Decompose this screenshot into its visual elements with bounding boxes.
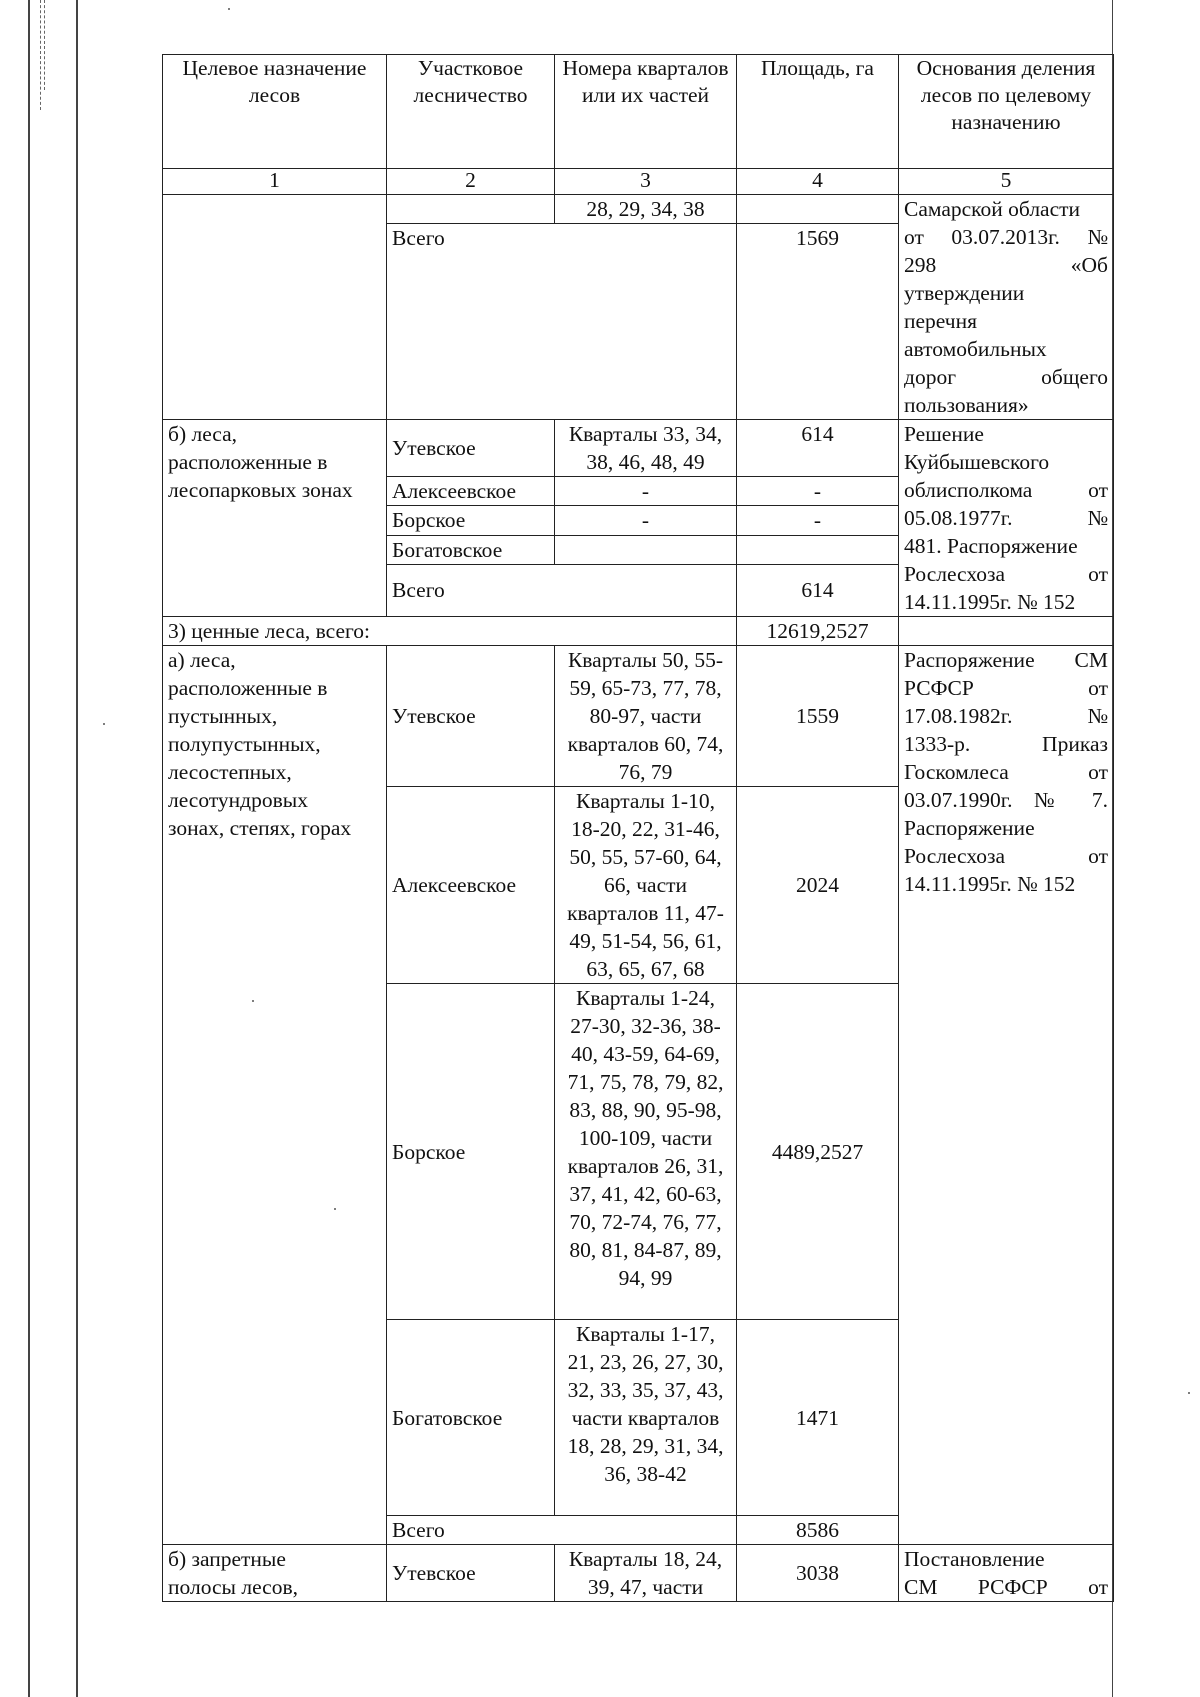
purpose-line: расположенные в <box>168 450 328 474</box>
table-row <box>163 1545 1114 1602</box>
scan-speck <box>1188 1392 1190 1394</box>
column-number: 1 <box>163 169 387 195</box>
header-basis: Основания деления лесов по целевому назначению <box>899 55 1114 169</box>
quarters-cell: Кварталы 18, 24, 39, 47, части <box>555 1545 737 1602</box>
purpose-cell <box>163 646 387 1545</box>
area-cell <box>737 535 899 564</box>
basis-line: 14.11.1995г. № 152 <box>904 872 1076 896</box>
total-label: Всего <box>387 1516 737 1545</box>
group-total-area: 12619,2527 <box>737 617 899 646</box>
total-label: Всего <box>387 564 737 616</box>
purpose-cell <box>163 1545 387 1602</box>
basis-cell <box>899 1545 1114 1602</box>
basis-line: автомобильных <box>904 337 1047 361</box>
basis-line: Куйбышевского <box>904 450 1050 474</box>
purpose-line: лесотундровых <box>168 788 308 812</box>
column-numbers-row <box>163 169 1114 195</box>
basis-line: дорог общего <box>904 365 1108 389</box>
area-cell-empty <box>737 195 899 224</box>
purpose-cell <box>163 420 387 617</box>
area-cell: 2024 <box>737 787 899 984</box>
quarters-cell: Кварталы 1-24, 27-30, 32-36, 38-40, 43-59, 64-69, 71, 75, 78, 79, 82, 83, 88, 90, 95-98, 100-109, части кварталов 26, 31, 37, 41, 42, 60-63, 70, 72-74, 76, 77, 80, 81, 84-87, 89, 94, 99 <box>555 984 737 1320</box>
purpose-line: зонах, степях, горах <box>168 816 352 840</box>
quarters-cell: - <box>555 477 737 506</box>
area-cell: 1559 <box>737 646 899 787</box>
basis-line: Самарской области <box>904 197 1081 221</box>
group-total-label: 3) ценные леса, всего: <box>163 617 737 646</box>
basis-line: СМ РСФСР от <box>904 1575 1108 1599</box>
column-number: 4 <box>737 169 899 195</box>
group-total-basis-empty <box>899 617 1114 646</box>
quarters-cell: - <box>555 506 737 535</box>
column-number: 2 <box>387 169 555 195</box>
basis-line: 481. Распоряжение <box>904 534 1078 558</box>
header-quarters: Номера кварталов или их частей <box>555 55 737 169</box>
area-cell: 1471 <box>737 1320 899 1516</box>
area-cell: - <box>737 506 899 535</box>
forestry-cell: Утевское <box>387 1545 555 1602</box>
scan-speck <box>228 8 230 10</box>
basis-line: утверждении <box>904 281 1025 305</box>
basis-line: 03.07.1990г. № 7. <box>904 788 1108 812</box>
scan-dash-left-2 <box>44 0 45 90</box>
scan-border-left-2 <box>76 0 78 1697</box>
purpose-line: а) леса, <box>168 648 236 672</box>
basis-line: Рослесхоза от <box>904 562 1108 586</box>
purpose-line: полосы лесов, <box>168 1575 298 1599</box>
quarters-cell: 28, 29, 34, 38 <box>555 195 737 224</box>
column-number: 3 <box>555 169 737 195</box>
quarters-cell: Кварталы 50, 55-59, 65-73, 77, 78, 80-97, части кварталов 60, 74, 76, 79 <box>555 646 737 787</box>
basis-line: от 03.07.2013г. № <box>904 225 1108 249</box>
quarters-cell: Кварталы 1-17, 21, 23, 26, 27, 30, 32, 33, 35, 37, 43, части кварталов 18, 28, 29, 31, 34, 36, 38-42 <box>555 1320 737 1516</box>
purpose-line: расположенные в <box>168 676 328 700</box>
purpose-line: пустынных, <box>168 704 278 728</box>
basis-line: 17.08.1982г. № <box>904 704 1108 728</box>
purpose-line: б) леса, <box>168 422 238 446</box>
basis-line: Постановление <box>904 1547 1045 1571</box>
basis-line: пользования» <box>904 393 1029 417</box>
table-row-group-total <box>163 617 1114 646</box>
basis-line: РСФСР от <box>904 676 1108 700</box>
basis-line: Решение <box>904 422 984 446</box>
basis-line: 05.08.1977г. № <box>904 506 1108 530</box>
table-row <box>163 420 1114 477</box>
basis-line: 1333-р. Приказ <box>904 732 1108 756</box>
forestry-cell: Богатовское <box>387 535 555 564</box>
purpose-line: б) запретные <box>168 1547 286 1571</box>
area-cell: 614 <box>737 420 899 477</box>
purpose-line: полупустынных, <box>168 732 321 756</box>
scan-speck <box>103 723 105 725</box>
total-label: Всего <box>387 224 737 420</box>
scan-border-left <box>28 0 30 1697</box>
table-row <box>163 195 1114 224</box>
table-row <box>163 646 1114 787</box>
header-purpose: Целевое назначение лесов <box>163 55 387 169</box>
forestry-cell: Борское <box>387 506 555 535</box>
basis-line: Распоряжение СМ <box>904 648 1108 672</box>
forestry-cell: Алексеевское <box>387 477 555 506</box>
forestry-cell: Богатовское <box>387 1320 555 1516</box>
purpose-cell-empty <box>163 195 387 420</box>
basis-line: перечня <box>904 309 978 333</box>
header-forestry: Участковое лесничество <box>387 55 555 169</box>
forestry-cell: Утевское <box>387 420 555 477</box>
quarters-cell: Кварталы 33, 34, 38, 46, 48, 49 <box>555 420 737 477</box>
basis-line: 14.11.1995г. № 152 <box>904 590 1076 614</box>
basis-line: 298 «Об <box>904 253 1108 277</box>
area-cell: - <box>737 477 899 506</box>
basis-cell <box>899 420 1114 617</box>
total-area: 8586 <box>737 1516 899 1545</box>
basis-line: Госкомлеса от <box>904 760 1108 784</box>
area-cell: 4489,2527 <box>737 984 899 1320</box>
forestry-cell: Борское <box>387 984 555 1320</box>
area-cell: 3038 <box>737 1545 899 1602</box>
header-area: Площадь, га <box>737 55 899 169</box>
purpose-line: лесопарковых зонах <box>168 478 353 502</box>
forest-purpose-table <box>162 54 1114 1602</box>
table-header-row <box>163 55 1114 169</box>
forestry-cell-empty <box>387 195 555 224</box>
purpose-line: лесостепных, <box>168 760 292 784</box>
forestry-cell: Алексеевское <box>387 787 555 984</box>
column-number: 5 <box>899 169 1114 195</box>
basis-line: Распоряжение <box>904 816 1035 840</box>
forestry-cell: Утевское <box>387 646 555 787</box>
basis-cell <box>899 646 1114 1545</box>
basis-line: Рослесхоза от <box>904 844 1108 868</box>
total-area: 1569 <box>737 224 899 420</box>
scan-dash-left-1 <box>40 0 41 110</box>
basis-line: облисполкома от <box>904 478 1108 502</box>
quarters-cell <box>555 535 737 564</box>
total-area: 614 <box>737 564 899 616</box>
quarters-cell: Кварталы 1-10, 18-20, 22, 31-46, 50, 55, 57-60, 64, 66, части кварталов 11, 47-49, 51-54, 56, 61, 63, 65, 67, 68 <box>555 787 737 984</box>
basis-cell <box>899 195 1114 420</box>
